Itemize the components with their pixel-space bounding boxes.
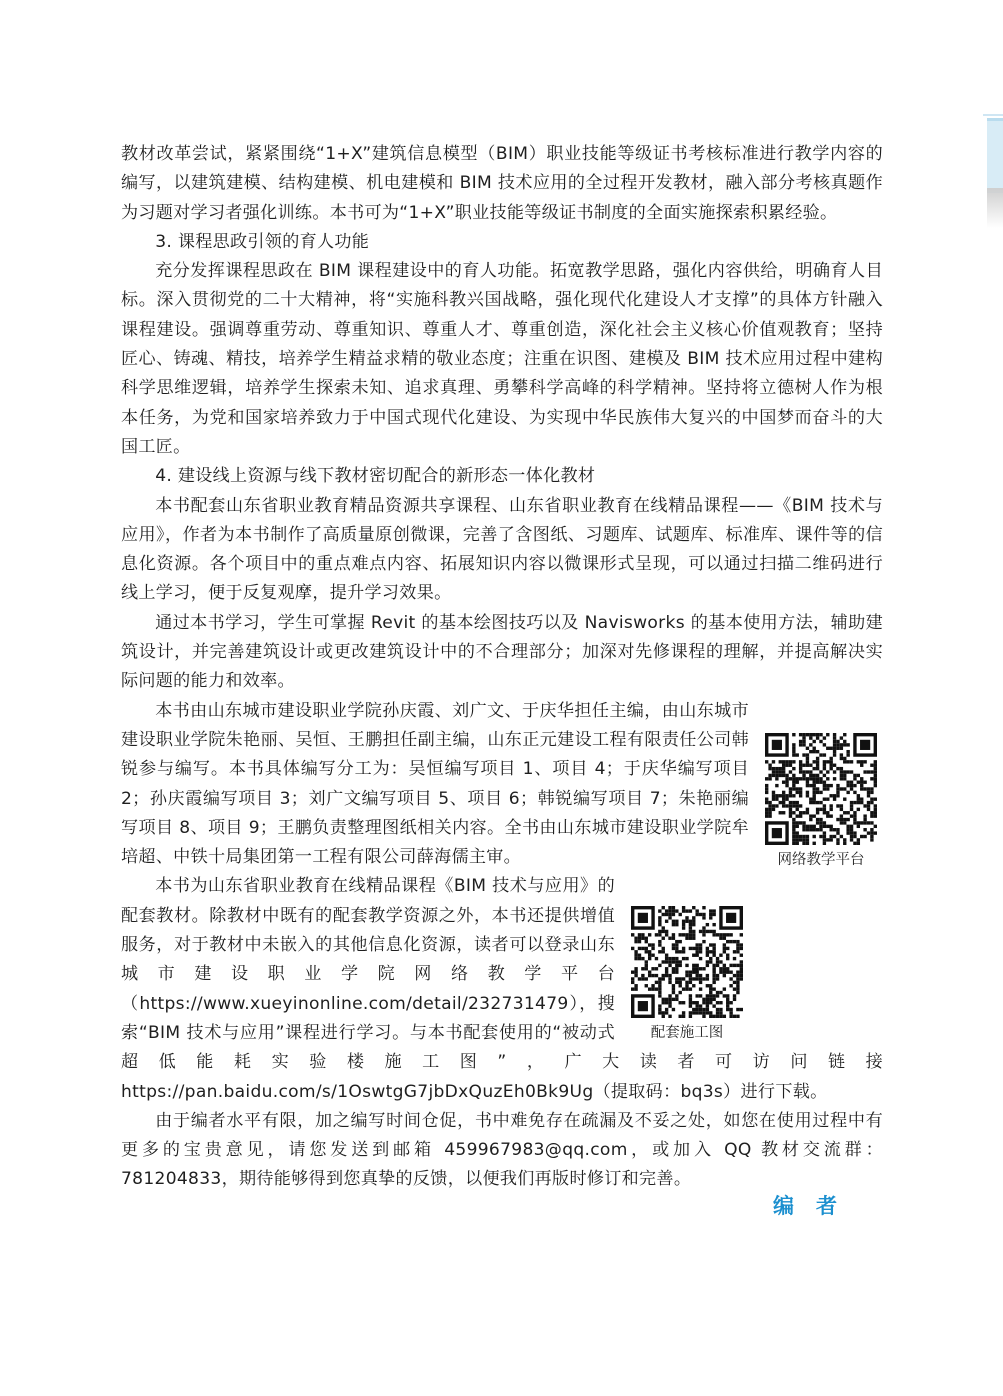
author-signature: 编者 [773, 1194, 859, 1218]
paragraph-1: 教材改革尝试，紧紧围绕“1+X”建筑信息模型（BIM）职业技能等级证书考核标准进行教学内容的编写，以建筑建模、结构建模、机电建模和 BIM 技术应用的全过程开发教材，融入部分考核真题作为习题对学习者强化训练。本书可为“1+X”职业技能等级证书制度的全面实施探索积累经验。 [121, 144, 883, 223]
qr-code-icon[interactable] [765, 733, 877, 845]
qr-caption: 网络教学平台 [777, 851, 865, 868]
paragraph-6: 本书为山东省职业教育在线精品课程《BIM 技术与应用》的配套教材。除教材中既有的配套教学资源之外，本书还提供增值服务，对于教材中未嵌入的其他信息化资源，读者可以登录山东城市建设职业学院网络教学平台（https://www.xueyinonline.com/detail/232731479），搜索“BIM 技术与应用”课程进行学习。与本书配套使用的“被动式超低能耗实验楼施工图”，广大读者可访问链接 https://pan.baidu.com/s/1OswtgG7jbDxQuzEh0Bk9Ug（提取码：bq3s）进行下载。 [121, 876, 883, 1102]
page-edge-shadow [987, 188, 1003, 228]
section-heading-3: 3. 课程思政引领的育人功能 [155, 231, 370, 252]
paragraph-2: 充分发挥课程思政在 BIM 课程建设中的育人功能。拓宽教学思路，强化内容供给，明确育人目标。深入贯彻党的二十大精神，将“实施科教兴国战略，强化现代化建设人才支撑”的具体方针融入课程建设。强调尊重劳动、尊重知识、尊重人才、尊重创造，深化社会主义核心价值观教育；坚持匠心、铸魂、精技，培养学生精益求精的敬业态度；注重在识图、建模及 BIM 技术应用过程中建构科学思维逻辑，培养学生探索未知、追求真理、勇攀科学高峰的科学精神。坚持将立德树人作为根本任务，为党和国家培养致力于中国式现代化建设、为实现中华民族伟大复兴的中国梦而奋斗的大国工匠。 [121, 261, 883, 457]
page-edge-rule [983, 114, 1003, 116]
qr-caption: 配套施工图 [650, 1025, 724, 1042]
page-edge-tab [987, 118, 1003, 193]
qr-code-icon[interactable] [631, 906, 743, 1018]
preface-body [121, 140, 883, 1195]
paragraph-5: 本书由山东城市建设职业学院孙庆霞、刘广文、于庆华担任主编，由山东城市建设职业学院朱艳丽、吴恒、王鹏担任副主编，山东正元建设工程有限责任公司韩锐参与编写。本书具体编写分工为：吴恒编写项目 1、项目 4；于庆华编写项目 2；孙庆霞编写项目 3；刘广文编写项目 5、项目 6；韩锐编写项目 7；朱艳丽编写项目 8、项目 9；王鹏负责整理图纸相关内容。全书由山东城市建设职业学院牟培超、中铁十局集团第一工程有限公司薛海儒主审。 [121, 700, 749, 868]
qr-block-construction-drawings [625, 906, 749, 1044]
paragraph-3: 本书配套山东省职业教育精品资源共享课程、山东省职业教育在线精品课程——《BIM 技术与应用》，作者为本书制作了高质量原创微课，完善了含图纸、习题库、试题库、标准库、课件等的信息化资源。各个项目中的重点难点内容、拓展知识内容以微课形式呈现，可以通过扫描二维码进行线上学习，便于反复观摩，提升学习效果。 [121, 495, 883, 604]
paragraph-4: 通过本书学习，学生可掌握 Revit 的基本绘图技巧以及 Navisworks 的基本使用方法，辅助建筑设计，并完善建筑设计或更改建筑设计中的不合理部分；加深对先修课程的理解，并提高解决实际问题的能力和效率。 [121, 612, 883, 692]
qr-block-teaching-platform [759, 733, 883, 871]
section-heading-4: 4. 建设线上资源与线下教材密切配合的新形态一体化教材 [155, 466, 596, 487]
paragraph-7: 由于编者水平有限，加之编写时间仓促，书中难免存在疏漏及不妥之处，如您在使用过程中有更多的宝贵意见，请您发送到邮箱 459967983@qq.com，或加入 QQ 教材交流群：781204833，期待能够得到您真挚的反馈，以便我们再版时修订和完善。 [121, 1110, 883, 1190]
